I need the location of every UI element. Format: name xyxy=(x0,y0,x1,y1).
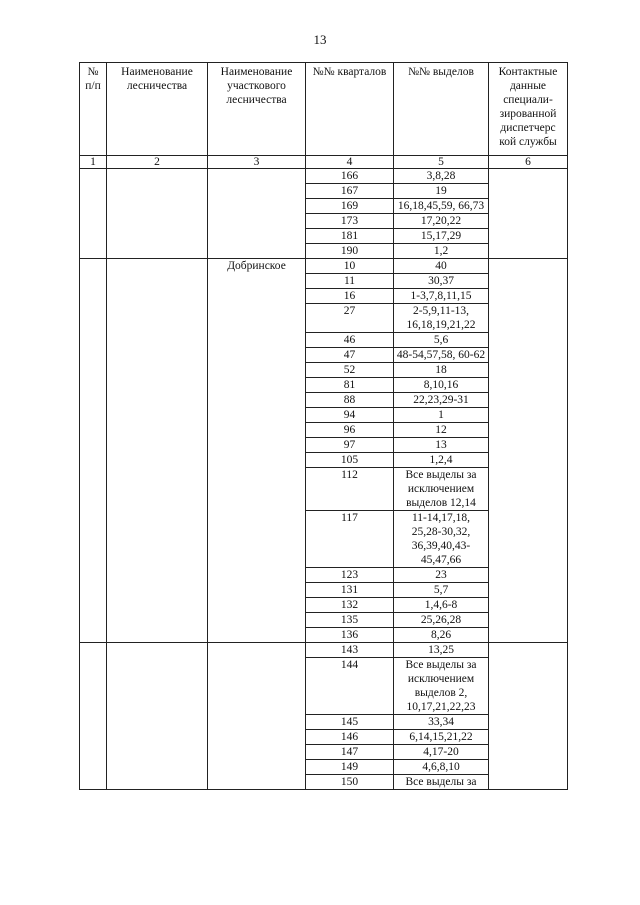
plot-numbers-cell: 4,6,8,10 xyxy=(394,760,489,775)
plot-numbers-cell: 13 xyxy=(394,438,489,453)
block-number-cell: 52 xyxy=(306,363,394,378)
block-number-cell: 136 xyxy=(306,628,394,643)
block-number-cell: 94 xyxy=(306,408,394,423)
block-number-cell: 181 xyxy=(306,229,394,244)
forestry-name-cell xyxy=(107,643,208,790)
column-number: 6 xyxy=(489,156,568,169)
block-number-cell: 145 xyxy=(306,715,394,730)
table-header-row xyxy=(80,63,568,156)
block-number-cell: 11 xyxy=(306,274,394,289)
plot-numbers-cell: 5,7 xyxy=(394,583,489,598)
table-row xyxy=(80,259,568,274)
plot-numbers-cell: 12 xyxy=(394,423,489,438)
column-number: 2 xyxy=(107,156,208,169)
plot-numbers-cell: 22,23,29-31 xyxy=(394,393,489,408)
plot-numbers-cell: Все выделы за исключением выделов 12,14 xyxy=(394,468,489,511)
column-number: 1 xyxy=(80,156,107,169)
column-number: 3 xyxy=(208,156,306,169)
plot-numbers-cell: 16,18,45,59, 66,73 xyxy=(394,199,489,214)
block-number-cell: 88 xyxy=(306,393,394,408)
plot-numbers-cell: 23 xyxy=(394,568,489,583)
column-number: 5 xyxy=(394,156,489,169)
plot-numbers-cell: 30,37 xyxy=(394,274,489,289)
forestry-name-cell xyxy=(107,169,208,259)
plot-numbers-cell: 13,25 xyxy=(394,643,489,658)
plot-numbers-cell: Все выделы за исключением выделов 2, 10,17,21,22,23 xyxy=(394,658,489,715)
block-number-cell: 190 xyxy=(306,244,394,259)
table-row xyxy=(80,169,568,184)
plot-numbers-cell: 1,2,4 xyxy=(394,453,489,468)
subforestry-name-cell xyxy=(208,169,306,259)
block-number-cell: 81 xyxy=(306,378,394,393)
plot-numbers-cell: 48-54,57,58, 60-62 xyxy=(394,348,489,363)
header-forestry-name: Наименование лесничества xyxy=(107,63,208,156)
header-contacts: Контактные данные специали-зированной диспетчерс кой службы xyxy=(489,63,568,156)
page-number: 13 xyxy=(313,32,327,47)
block-number-cell: 27 xyxy=(306,304,394,333)
plot-numbers-cell: 25,26,28 xyxy=(394,613,489,628)
plot-numbers-cell: 1-3,7,8,11,15 xyxy=(394,289,489,304)
plot-numbers-cell: 15,17,29 xyxy=(394,229,489,244)
plot-numbers-cell: 17,20,22 xyxy=(394,214,489,229)
plot-numbers-cell: 40 xyxy=(394,259,489,274)
block-number-cell: 143 xyxy=(306,643,394,658)
forestry-name-cell xyxy=(107,259,208,643)
header-subforestry-name: Наименование участкового лесничества xyxy=(208,63,306,156)
block-number-cell: 123 xyxy=(306,568,394,583)
plot-numbers-cell: 5,6 xyxy=(394,333,489,348)
table-body xyxy=(80,169,568,790)
plot-numbers-cell: 18 xyxy=(394,363,489,378)
block-number-cell: 47 xyxy=(306,348,394,363)
row-number-cell xyxy=(80,259,107,643)
block-number-cell: 167 xyxy=(306,184,394,199)
plot-numbers-cell: 1,4,6-8 xyxy=(394,598,489,613)
plot-numbers-cell: Все выделы за xyxy=(394,775,489,790)
plot-numbers-cell: 6,14,15,21,22 xyxy=(394,730,489,745)
block-number-cell: 135 xyxy=(306,613,394,628)
plot-numbers-cell: 19 xyxy=(394,184,489,199)
contacts-cell xyxy=(489,169,568,259)
plot-numbers-cell: 1,2 xyxy=(394,244,489,259)
header-blocks: №№ кварталов xyxy=(306,63,394,156)
contacts-cell xyxy=(489,643,568,790)
subforestry-name-cell: Добринское xyxy=(208,259,306,643)
block-number-cell: 117 xyxy=(306,511,394,568)
row-number-cell xyxy=(80,169,107,259)
column-number: 4 xyxy=(306,156,394,169)
block-number-cell: 132 xyxy=(306,598,394,613)
plot-numbers-cell: 33,34 xyxy=(394,715,489,730)
forest-plots-table xyxy=(79,62,568,790)
block-number-cell: 131 xyxy=(306,583,394,598)
plot-numbers-cell: 8,10,16 xyxy=(394,378,489,393)
block-number-cell: 147 xyxy=(306,745,394,760)
contacts-cell xyxy=(489,259,568,643)
block-number-cell: 97 xyxy=(306,438,394,453)
block-number-cell: 144 xyxy=(306,658,394,715)
block-number-cell: 105 xyxy=(306,453,394,468)
subforestry-name-cell xyxy=(208,643,306,790)
column-numbers-row xyxy=(80,156,568,169)
block-number-cell: 10 xyxy=(306,259,394,274)
plot-numbers-cell: 11-14,17,18, 25,28-30,32, 36,39,40,43-45,47,66 xyxy=(394,511,489,568)
block-number-cell: 166 xyxy=(306,169,394,184)
block-number-cell: 112 xyxy=(306,468,394,511)
plot-numbers-cell: 2-5,9,11-13, 16,18,19,21,22 xyxy=(394,304,489,333)
plot-numbers-cell: 8,26 xyxy=(394,628,489,643)
block-number-cell: 169 xyxy=(306,199,394,214)
block-number-cell: 149 xyxy=(306,760,394,775)
block-number-cell: 16 xyxy=(306,289,394,304)
header-plots: №№ выделов xyxy=(394,63,489,156)
plot-numbers-cell: 4,17-20 xyxy=(394,745,489,760)
row-number-cell xyxy=(80,643,107,790)
block-number-cell: 46 xyxy=(306,333,394,348)
table-row xyxy=(80,643,568,658)
block-number-cell: 146 xyxy=(306,730,394,745)
header-row-number: № п/п xyxy=(80,63,107,156)
block-number-cell: 150 xyxy=(306,775,394,790)
block-number-cell: 96 xyxy=(306,423,394,438)
plot-numbers-cell: 3,8,28 xyxy=(394,169,489,184)
plot-numbers-cell: 1 xyxy=(394,408,489,423)
block-number-cell: 173 xyxy=(306,214,394,229)
